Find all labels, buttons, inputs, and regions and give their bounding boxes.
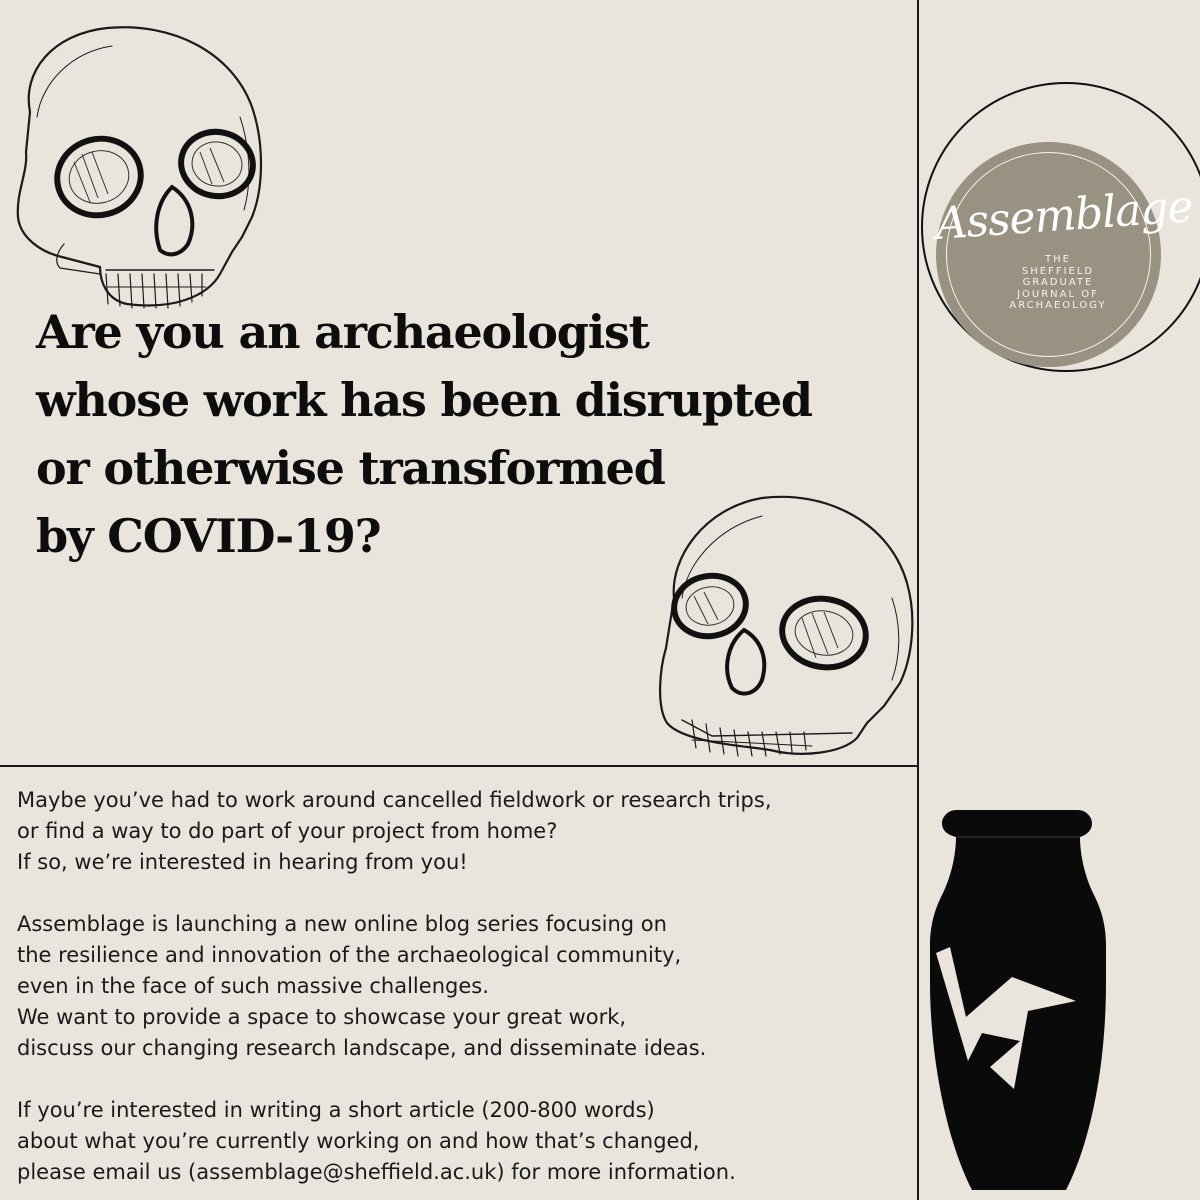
headline-line: whose work has been disrupted: [36, 373, 812, 427]
text-line: please email us (assemblage@sheffield.ac.uk) for more information.: [17, 1160, 736, 1184]
paragraph: [17, 1095, 912, 1188]
body-text: [17, 785, 912, 1188]
text-line: the resilience and innovation of the archaeological community,: [17, 943, 682, 967]
text-line: discuss our changing research landscape, and disseminate ideas.: [17, 1036, 707, 1060]
headline-line: by COVID-19?: [36, 509, 381, 563]
headline: [36, 298, 916, 570]
logo-tagline-line: SHEFFIELD: [1021, 265, 1095, 277]
text-line: Assemblage is launching a new online blog series focusing on: [17, 912, 667, 936]
logo-tagline: [978, 254, 1138, 312]
assemblage-logo: [919, 82, 1200, 372]
text-line: even in the face of such massive challenges.: [17, 974, 489, 998]
text-line: or find a way to do part of your project from home?: [17, 819, 558, 843]
text-line: If you’re interested in writing a short article (200-800 words): [17, 1098, 655, 1122]
logo-tagline-line: THE: [1045, 254, 1071, 265]
text-line: Maybe you’ve had to work around cancelled fieldwork or research trips,: [17, 788, 772, 812]
headline-line: Are you an archaeologist: [36, 305, 649, 359]
text-line: We want to provide a space to showcase your great work,: [17, 1005, 627, 1029]
paragraph: [17, 909, 912, 1064]
logo-wordmark: Assemblage: [933, 181, 1195, 250]
logo-tagline-line: ARCHAEOLOGY: [1009, 300, 1107, 311]
headline-line: or otherwise transformed: [36, 441, 665, 495]
text-line: about what you’re currently working on and how that’s changed,: [17, 1129, 700, 1153]
text-line: If so, we’re interested in hearing from you!: [17, 850, 468, 874]
paragraph: [17, 785, 912, 878]
skull-icon: [2, 12, 267, 312]
logo-tagline-line: GRADUATE: [1022, 277, 1094, 288]
broken-vase-icon: [928, 805, 1108, 1195]
logo-tagline-line: JOURNAL OF: [1017, 288, 1099, 300]
